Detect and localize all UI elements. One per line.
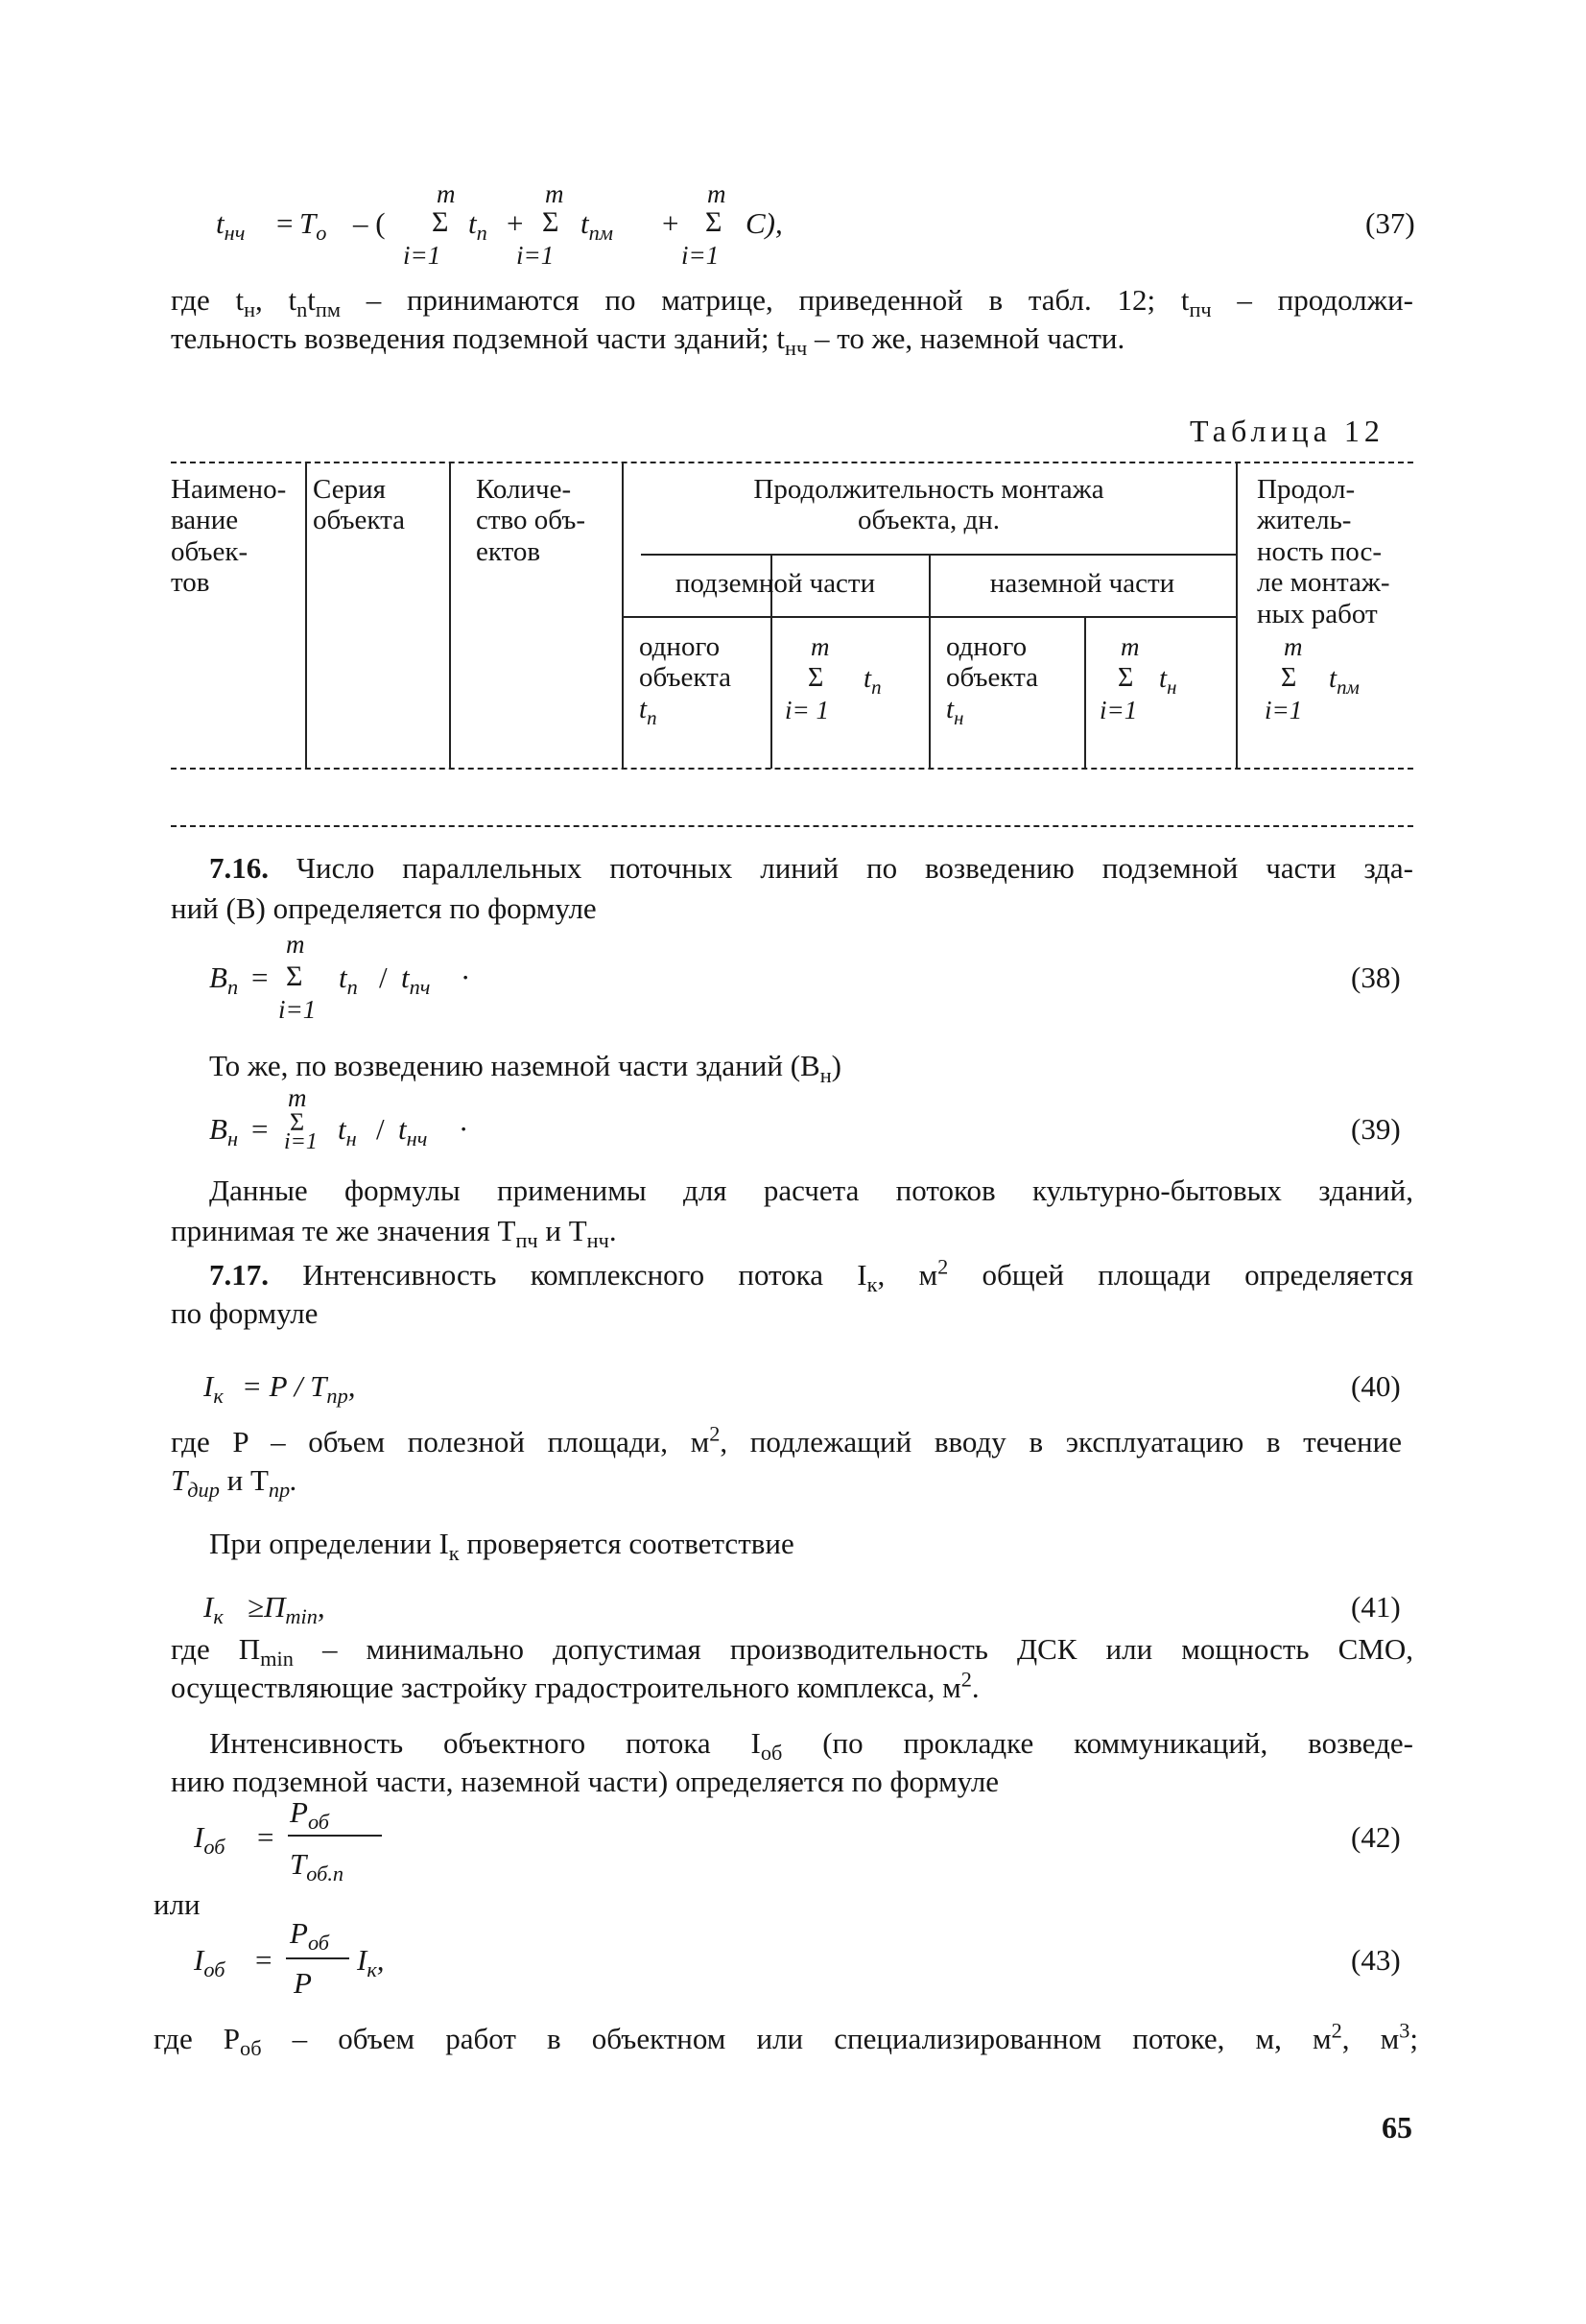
paragraph-same-above: То же, по возведению наземной части зданий $(B_н)$ <box>209 1049 841 1088</box>
paragraph-pmin-line1: где $П_{min}$ – минимально допустимая производительность ДСК или мощность СМО, <box>171 1632 1413 1672</box>
header-one-object-under: одного объекта $t_n$ <box>639 631 732 729</box>
sum-symbol: Σ <box>542 206 559 238</box>
paragraph-pob-definition: где $P_{об}$ – объем работ в объектном или специализированном потоке, м, $м^2$, $м^3$; <box>154 2018 1418 2061</box>
header-aboveground: наземной части <box>989 568 1175 599</box>
paragraph-check: При определении $I_к$ проверяется соответствие <box>209 1527 794 1566</box>
table-caption: Таблица 12 <box>1190 414 1385 448</box>
paragraph-definitions: где $t_н$, $t_nt_{пм}$ – принимаются по матрице, приведенной в табл. 12; $t_{пч}$ – продолжи- <box>171 283 1413 322</box>
section-7-16-line2: ний (B) определяется по формуле <box>171 891 597 925</box>
paragraph-p-definition-line1: где P – объем полезной площади, $м^2$, подлежащий вводу в эксплуатацию в течение <box>171 1421 1402 1458</box>
header-after-works: Продол- житель- ность пос- ле монтаж- ных работ <box>1257 474 1390 629</box>
equation-number: (39) <box>1351 1112 1401 1146</box>
section-number: 7.17. <box>209 1258 269 1292</box>
sum-upper-limit: m <box>437 179 456 208</box>
table-bottom-border <box>171 825 1413 827</box>
paragraph-pmin-line2: осуществляющие застройку градостроительного комплекса, $м^2$. <box>171 1667 980 1704</box>
page-number: 65 <box>1382 2110 1412 2145</box>
equation-number: (38) <box>1351 960 1401 994</box>
formula-t0: $T_о$ <box>299 206 327 246</box>
section-7-17-line2: по формуле <box>171 1296 319 1330</box>
header-duration: Продолжительность монтажа объекта, дн. <box>753 474 1104 536</box>
section-number: 7.16. <box>209 851 269 885</box>
table-column-divider <box>1084 616 1086 769</box>
header-underground: подземной части <box>675 568 876 599</box>
equation-number: (40) <box>1351 1369 1401 1403</box>
paragraph-object-flow-line1: Интенсивность объектного потока $I_{об}$ (по прокладке коммуникаций, возведе- <box>209 1726 1413 1766</box>
sum-upper-limit: m <box>707 179 726 208</box>
table-top-border <box>171 462 1413 463</box>
equation-number: (37) <box>1365 206 1415 240</box>
header-series: Серия объекта <box>313 474 406 536</box>
equation-number: (42) <box>1351 1820 1401 1854</box>
paragraph-p-definition-line2: $T_{дир}$ и $T_{пр}$. <box>171 1463 297 1503</box>
paragraph-formulas-applicable-line2: принимая те же значения $T_{пч}$ и $T_{нч}$. <box>171 1214 617 1253</box>
fraction-bar <box>286 1957 349 1959</box>
paragraph-definitions-line2: тельность возведения подземной части зданий; $t_{нч}$ – то же, наземной части. <box>171 321 1125 361</box>
formula-lhs: $t_{нч}$ <box>216 206 246 246</box>
sum-lower-limit: i=1 <box>516 241 555 270</box>
section-7-16-line1: 7.16. Число параллельных поточных линий по возведению подземной части зда- <box>209 851 1413 885</box>
table-column-divider <box>449 462 451 769</box>
equation-number: (41) <box>1351 1590 1401 1624</box>
table-subheader-line <box>622 616 1236 618</box>
table-header-bottom-border <box>171 768 1413 770</box>
paragraph-object-flow-line2: нию подземной части, наземной части) определяется по формуле <box>171 1765 1000 1798</box>
sum-upper-limit: m <box>545 179 564 208</box>
table-column-divider <box>305 462 307 769</box>
paragraph-formulas-applicable-line1: Данные формулы применимы для расчета потоков культурно-бытовых зданий, <box>209 1174 1413 1207</box>
table-subheader-line <box>641 554 1236 556</box>
equation-number: (43) <box>1351 1943 1401 1977</box>
sum-lower-limit: i=1 <box>681 241 720 270</box>
section-7-17-line1: 7.17. Интенсивность комплексного потока $I_к$, $м^2$ общей площади определяется <box>209 1254 1413 1297</box>
sum-symbol: Σ <box>432 206 449 238</box>
header-one-object-above: одного объекта $t_н$ <box>946 631 1039 729</box>
header-name: Наимено- вание объек- тов <box>171 474 287 599</box>
sum-symbol: Σ <box>705 206 722 238</box>
sum-lower-limit: i=1 <box>403 241 441 270</box>
fraction-bar <box>288 1835 382 1837</box>
table-column-divider <box>1236 462 1238 769</box>
header-count: Количе- ство объ- ектов <box>476 474 585 567</box>
word-or: или <box>154 1887 201 1921</box>
